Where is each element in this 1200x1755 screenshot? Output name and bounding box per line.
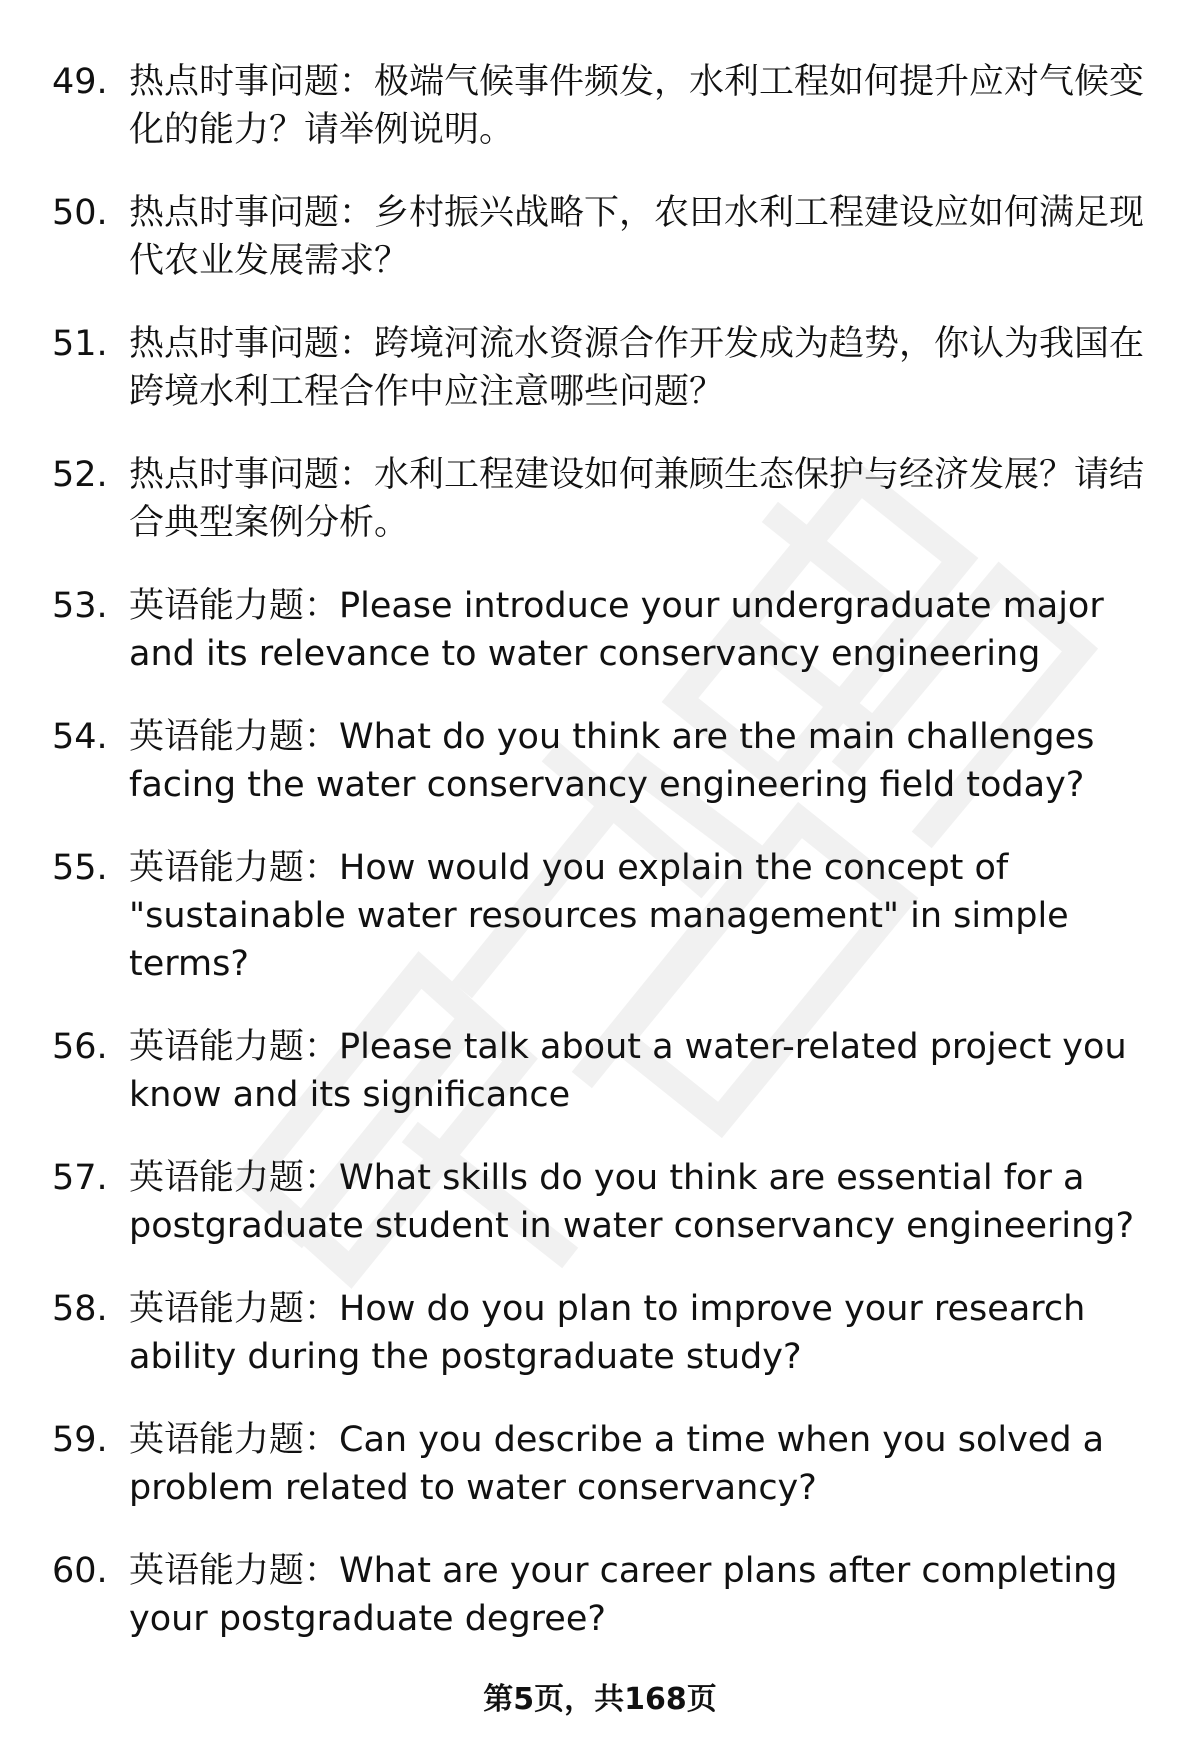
question-list xyxy=(52,58,1152,1678)
question-number: 55. xyxy=(52,848,108,888)
question-text: 英语能力题：Please talk about a water-related project you know and its significance xyxy=(129,1027,1127,1115)
question-item xyxy=(52,1547,1152,1643)
question-text: 英语能力题：How do you plan to improve your research ability during the postgraduate study? xyxy=(129,1289,1086,1377)
question-item xyxy=(52,1023,1152,1119)
page-indicator: 第5页，共168页 xyxy=(483,1682,717,1717)
question-item xyxy=(52,1416,1152,1512)
question-text: 英语能力题：What are your career plans after completing your postgraduate degree? xyxy=(129,1551,1118,1639)
question-text: 英语能力题：Please introduce your undergraduate major and its relevance to water conservancy engineering xyxy=(129,586,1104,674)
question-text: 热点时事问题：水利工程建设如何兼顾生态保护与经济发展？请结合典型案例分析。 xyxy=(129,455,1145,543)
question-number: 49. xyxy=(52,62,108,102)
question-item xyxy=(52,58,1152,154)
question-text: 英语能力题：How would you explain the concept of "sustainable water resources management" in simple terms? xyxy=(129,848,1069,984)
question-number: 52. xyxy=(52,455,108,495)
question-item xyxy=(52,713,1152,809)
question-number: 59. xyxy=(52,1420,108,1460)
question-item xyxy=(52,1285,1152,1381)
question-number: 54. xyxy=(52,717,108,757)
question-item xyxy=(52,582,1152,678)
question-number: 50. xyxy=(52,193,108,233)
question-item xyxy=(52,451,1152,547)
question-text: 热点时事问题：乡村振兴战略下，农田水利工程建设应如何满足现代农业发展需求？ xyxy=(129,193,1145,281)
question-text: 热点时事问题：跨境河流水资源合作开发成为趋势，你认为我国在跨境水利工程合作中应注意哪些问题？ xyxy=(129,324,1145,412)
question-item xyxy=(52,189,1152,285)
question-item xyxy=(52,320,1152,416)
question-number: 51. xyxy=(52,324,108,364)
question-number: 60. xyxy=(52,1551,108,1591)
question-text: 英语能力题：Can you describe a time when you solved a problem related to water conservancy? xyxy=(129,1420,1105,1508)
question-item xyxy=(52,1154,1152,1250)
question-text: 英语能力题：What skills do you think are essential for a postgraduate student in water conservancy engineering? xyxy=(129,1158,1135,1246)
question-number: 57. xyxy=(52,1158,108,1198)
question-text: 英语能力题：What do you think are the main challenges facing the water conservancy engineering field today? xyxy=(129,717,1095,805)
question-number: 53. xyxy=(52,586,108,626)
question-item xyxy=(52,844,1152,988)
question-number: 56. xyxy=(52,1027,108,1067)
question-text: 热点时事问题：极端气候事件频发，水利工程如何提升应对气候变化的能力？请举例说明。 xyxy=(129,62,1145,150)
question-number: 58. xyxy=(52,1289,108,1329)
